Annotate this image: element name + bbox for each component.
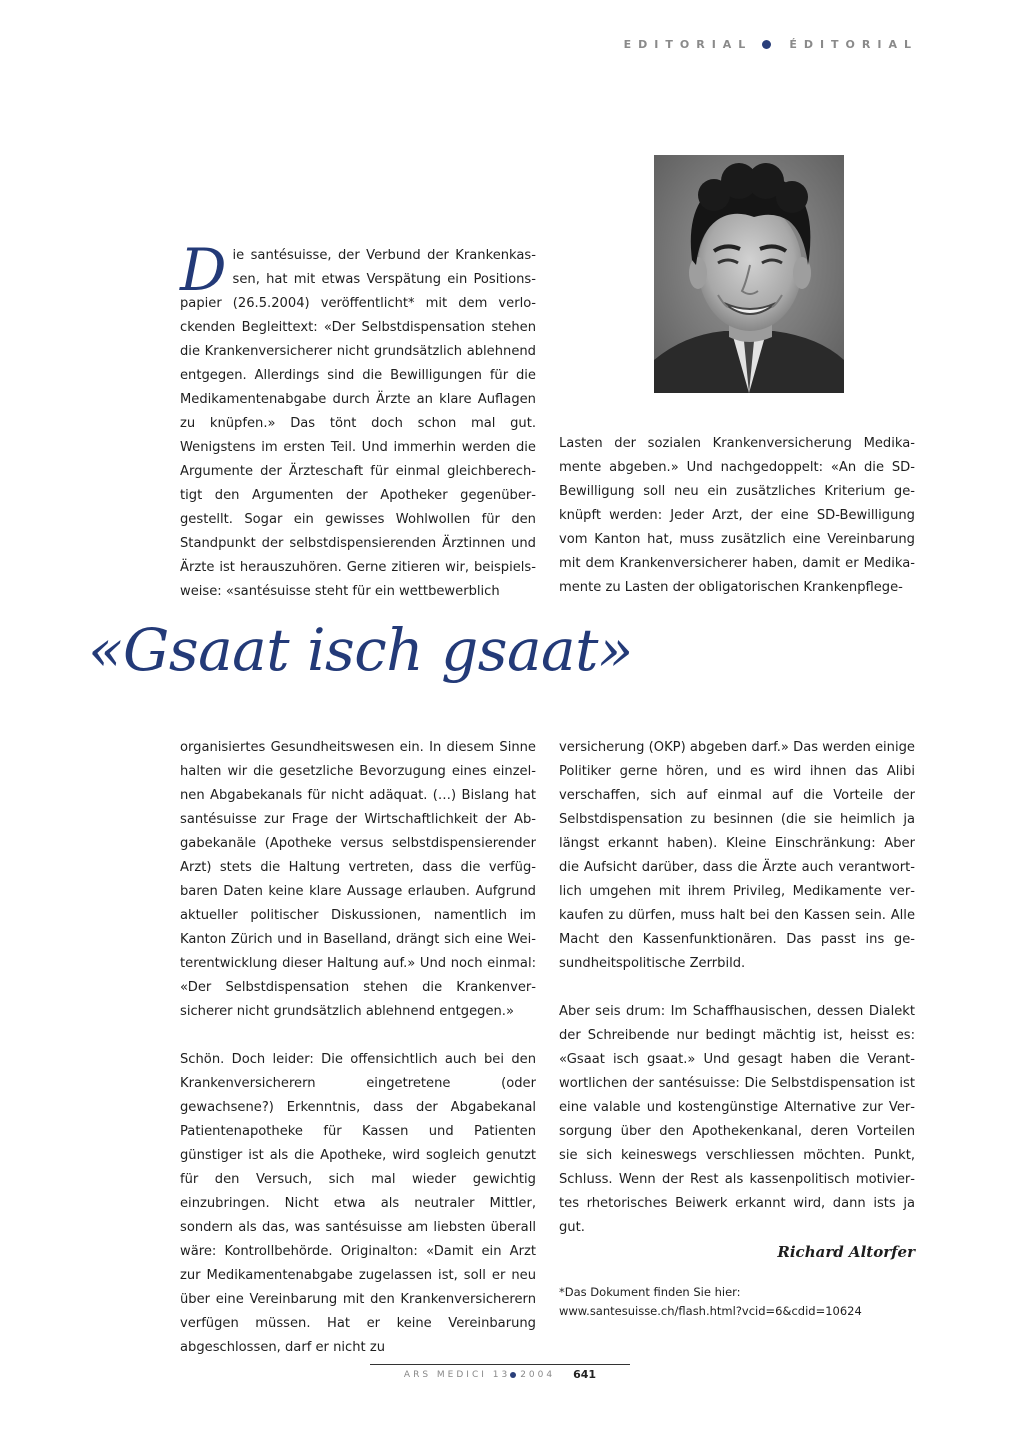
footnote-link[interactable]: www.santesuisse.ch/flash.html?vcid=6&cdid=10624 — [559, 1304, 862, 1318]
intro-column-right — [559, 432, 915, 600]
intro-continuation-text: Lasten der sozialen Krankenversicherung Medikamente abgeben.» Und nachgedoppelt: «An die SD-Bewilligung soll neu ein zusätzliches Kriterium geknüpft werden: Jeder Arzt, der eine SD-Bewilligung vom Kanton hat, muss zusätzlich eine Vereinbarung mit dem Krankenversicherer haben, damit er Medikamente zu Lasten der obligatorischen Krankenpflege- — [559, 436, 915, 595]
journal-issue: ARS MEDICI 13 — [403, 1369, 511, 1380]
drop-cap: D — [180, 236, 227, 304]
page-number: 641 — [573, 1368, 597, 1381]
headline: «Gsaat isch gsaat» — [88, 616, 633, 684]
bullet-dot-icon — [510, 1372, 516, 1378]
section-label-de: EDITORIAL — [623, 38, 753, 51]
body-paragraph: Aber seis drum: Im Schaffhausischen, dessen Dialekt der Schreibende nur bedingt mächtig ist, heisst es: «Gsaat isch gsaat.» Und gesagt haben die Verantwortlichen der santésuisse: Die Selbstdispensation ist eine valable und kostengünstige Alternative zur Versorgung über den Apothekenkanal, deren Vorteilen sie sich keineswegs verschliessen möchten. Punkt, Schluss. Wenn der Rest als kassenpolitisch motiviertes rhetorisches Beiwerk erkannt wird, dann ists ja gut. — [559, 1004, 915, 1235]
bullet-dot-icon — [762, 40, 771, 49]
body-paragraph: versicherung (OKP) abgeben darf.» Das werden einige Politiker gerne hören, und es wird ihnen das Alibi verschaffen, sich auf einmal auf die Vorteile der Selbstdispensation zu besinnen (die sie heimlich ja längst erkannt haben). Kleine Einschränkung: Aber die Aufsicht darüber, dass die Ärzte auch verantwortlich umgehen mit ihrem Privileg, Medikamente verkaufen zu dürfen, muss halt bei den Kassen sein. Alle Macht den Kassenfunktionären. Das passt ins gesundheitspolitische Zerrbild. — [559, 740, 915, 971]
body-column-left — [180, 736, 536, 1360]
section-header — [624, 38, 918, 51]
body-column-right — [559, 736, 915, 1264]
body-paragraph: Schön. Doch leider: Die offensichtlich auch bei den Krankenversicherern eingetretene (oder gewachsene?) Erkenntnis, dass der Abgabekanal Patientenapotheke für Kassen und Patienten günstiger ist als die Apotheke, wird sogleich genutzt für den Versuch, sich mal wieder gewichtig einzubringen. Nicht etwa als neutraler Mittler, sondern als das, was santésuisse am liebsten überall wäre: Kontrollbehörde. Originalton: «Damit ein Arzt zur Medikamentenabgabe zugelassen ist, soll er neu über eine Vereinbarung mit den Krankenversicherern verfügen müssen. Hat er keine Vereinbarung abgeschlossen, darf er nicht zu — [180, 1052, 536, 1355]
footnote — [559, 1283, 919, 1321]
body-paragraph: organisiertes Gesundheitswesen ein. In diesem Sinne halten wir die gesetzliche Bevorzugung eines einzelnen Abgabekanals für nicht adäquat. (…) Bislang hat santésuisse zur Frage der Wirtschaftlichkeit der Abgabekanäle (Apotheke versus selbstdispensierender Arzt) stets die Haltung vertreten, dass die verfügbaren Daten keine klare Aussage erlauben. Aufgrund aktueller politischer Diskussionen, namentlich im Kanton Zürich und in Baselland, drängt sich eine Weiterentwicklung dieser Haltung auf.» Und noch einmal: «Der Selbstdispensation stehen die Krankenversicherer nicht grundsätzlich ablehnend entgegen.» — [180, 740, 536, 1019]
intro-column-left — [180, 236, 536, 604]
author-portrait — [654, 155, 844, 393]
section-label-fr: ÉDITORIAL — [789, 38, 918, 51]
footnote-text: *Das Dokument finden Sie hier: — [559, 1285, 741, 1299]
author-signature: Richard Altorfer — [777, 1243, 915, 1261]
intro-text: ie santésuisse, der Verbund der Krankenkassen, hat mit etwas Verspätung ein Positionspapier (26.5.2004) veröffentlicht* mit dem verlockenden Begleittext: «Der Selbstdispensation stehen die Krankenversicherer nicht grundsätzlich ablehnend entgegen. Allerdings sind die Bewilligungen für die Medikamentenabgabe durch Ärzte an klare Auflagen zu knüpfen.» Das tönt doch schon mal gut. Wenigstens im ersten Teil. Und immerhin werden die Argumente der Ärzteschaft für einmal gleichberechtigt den Argumenten der Apotheker gegenübergestellt. Sogar ein gewisses Wohlwollen für den Standpunkt der selbstdispensierenden Ärztinnen und Ärzte ist herauszuhören. Gerne zitieren wir, beispielsweise: «santésuisse steht für ein wettbewerblich — [180, 248, 536, 599]
footer-divider — [370, 1364, 630, 1365]
page-footer — [370, 1368, 630, 1381]
journal-year: 2004 — [520, 1369, 556, 1380]
